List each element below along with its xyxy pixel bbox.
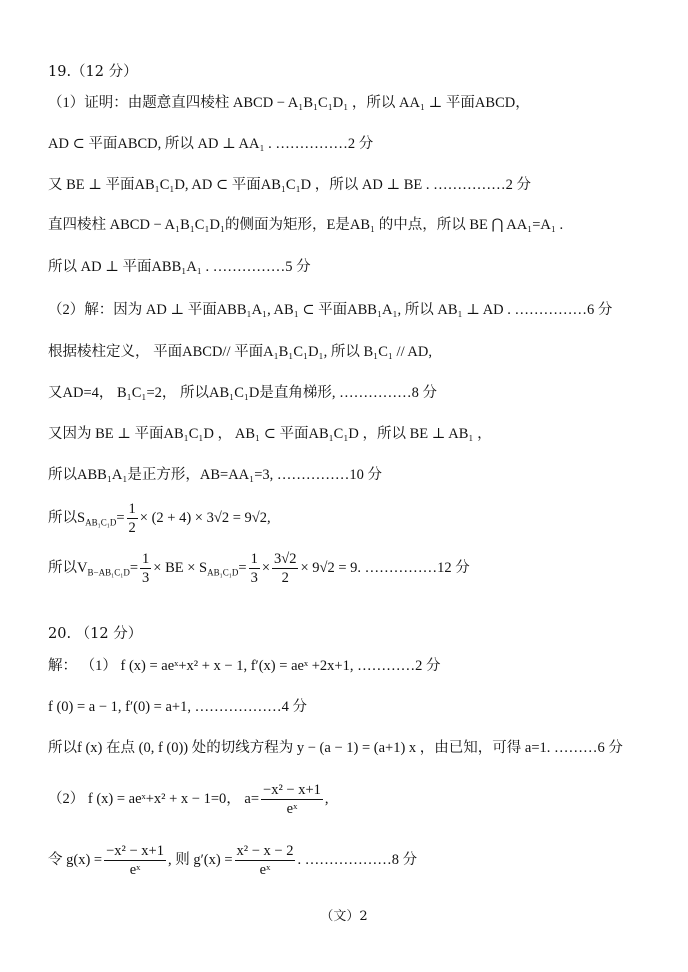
area-prefix: 所以S: [48, 509, 86, 526]
vol-times: ×: [261, 559, 271, 576]
area-rest: × (2 + 4) × 3√2 = 9√2,: [139, 509, 271, 526]
p20-line-4-num: −x² − x+1: [263, 782, 321, 798]
area-fraction-num: 1: [128, 501, 136, 517]
vol-fraction-1: [140, 550, 151, 587]
vol-subscript-2: AB₁C₁D: [207, 567, 239, 578]
vol-eq-1: =: [129, 559, 139, 576]
p19-line-10: 所以ABB₁A₁是正方形，AB=AA₁=3, ……………10 分: [48, 467, 383, 483]
vol-prefix: 所以V: [48, 559, 88, 576]
vol-rest: × 9√2 = 9. ……………12 分: [300, 559, 470, 576]
p19-line-1: （1）证明：由题意直四棱柱 ABCD − A₁B₁C₁D₁ ，所以 AA₁ ⊥ 平面ABCD，: [48, 95, 530, 111]
vol-mid: × BE × S: [153, 559, 208, 576]
area-subscript: AB₁C₁D: [85, 517, 117, 528]
p19-line-4: 直四棱柱 ABCD − A₁B₁C₁D₁的侧面为矩形，E是AB₁ 的中点，所以 BE ⋂ AA₁=A₁ .: [48, 217, 564, 233]
p20-line-4-fraction: [261, 781, 323, 818]
p19-line-6: （2）解：因为 AD ⊥ 平面ABB₁A₁, AB₁ ⊂ 平面ABB₁A₁, 所以 AB₁ ⊥ AD . ……………6 分: [48, 302, 613, 318]
p19-line-3: 又 BE ⊥ 平面AB₁C₁D, AD ⊂ 平面AB₁C₁D ，所以 AD ⊥ BE . ……………2 分: [48, 177, 531, 193]
p20-line-4-suffix: ,: [324, 790, 329, 807]
p20-line-4: [48, 781, 329, 818]
p19-line-8: 又AD=4， B₁C₁=2， 所以AB₁C₁D是直角梯形, ……………8 分: [48, 385, 438, 401]
problem-20-header: 20. （12 分）: [48, 626, 143, 642]
vol-fraction-1-num: 1: [142, 551, 150, 567]
vol-fraction-3: [272, 550, 298, 587]
p20-line-5-prefix: 令 g(x) =: [48, 851, 103, 868]
vol-fraction-2-den: 3: [250, 570, 258, 586]
p20-line-5: [48, 842, 417, 879]
p19-volume-formula: [48, 550, 470, 587]
area-eq: =: [116, 509, 125, 526]
p19-line-5: 所以 AD ⊥ 平面ABB₁A₁ . ……………5 分: [48, 259, 311, 275]
area-fraction-den: 2: [128, 520, 136, 536]
vol-fraction-3-den: 2: [281, 570, 289, 586]
vol-fraction-2: [249, 550, 260, 587]
vol-fraction-3-num: 3√2: [274, 551, 297, 567]
problem-19-header: 19.（12 分）: [48, 64, 138, 80]
p20-line-5-mid: , 则 g′(x) =: [167, 851, 233, 868]
p20-line-5-num-2: x² − x − 2: [236, 843, 294, 859]
p20-line-2: f (0) = a − 1, f′(0) = a+1, ………………4 分: [48, 699, 307, 715]
vol-fraction-2-num: 1: [250, 551, 258, 567]
p20-line-5-fraction-2: [235, 842, 296, 879]
p19-area-formula: [48, 500, 271, 537]
p20-line-1: 解： （1） f (x) = aeˣ+x² + x − 1, f′(x) = aeˣ +2x+1, …………2 分: [48, 658, 441, 674]
page-footer: （文）2: [320, 909, 368, 924]
p20-line-4-prefix: （2） f (x) = aeˣ+x² + x − 1=0， a=: [48, 790, 260, 807]
vol-subscript: B−AB₁C₁D: [87, 567, 130, 578]
p20-line-5-den-1: eˣ: [129, 862, 141, 878]
p20-line-5-den-2: eˣ: [259, 862, 271, 878]
vol-eq-2: =: [238, 559, 247, 576]
p20-line-5-num-1: −x² − x+1: [106, 843, 164, 859]
vol-fraction-1-den: 3: [142, 570, 150, 586]
p20-line-3: 所以f (x) 在点 (0, f (0)) 处的切线方程为 y − (a − 1) = (a+1) x ，由已知，可得 a=1. ………6 分: [48, 740, 623, 756]
p19-line-7: 根据棱柱定义， 平面ABCD// 平面A₁B₁C₁D₁, 所以 B₁C₁ // AD,: [48, 344, 433, 360]
p19-line-9: 又因为 BE ⊥ 平面AB₁C₁D ， AB₁ ⊂ 平面AB₁C₁D ，所以 BE ⊥ AB₁ ，: [48, 426, 492, 442]
p20-line-5-fraction-1: [104, 842, 166, 879]
p19-line-2: AD ⊂ 平面ABCD, 所以 AD ⊥ AA₁ . ……………2 分: [48, 136, 374, 152]
p20-line-4-den: eˣ: [286, 801, 298, 817]
area-fraction: [127, 500, 138, 537]
p20-line-5-suffix: . ………………8 分: [297, 851, 418, 868]
